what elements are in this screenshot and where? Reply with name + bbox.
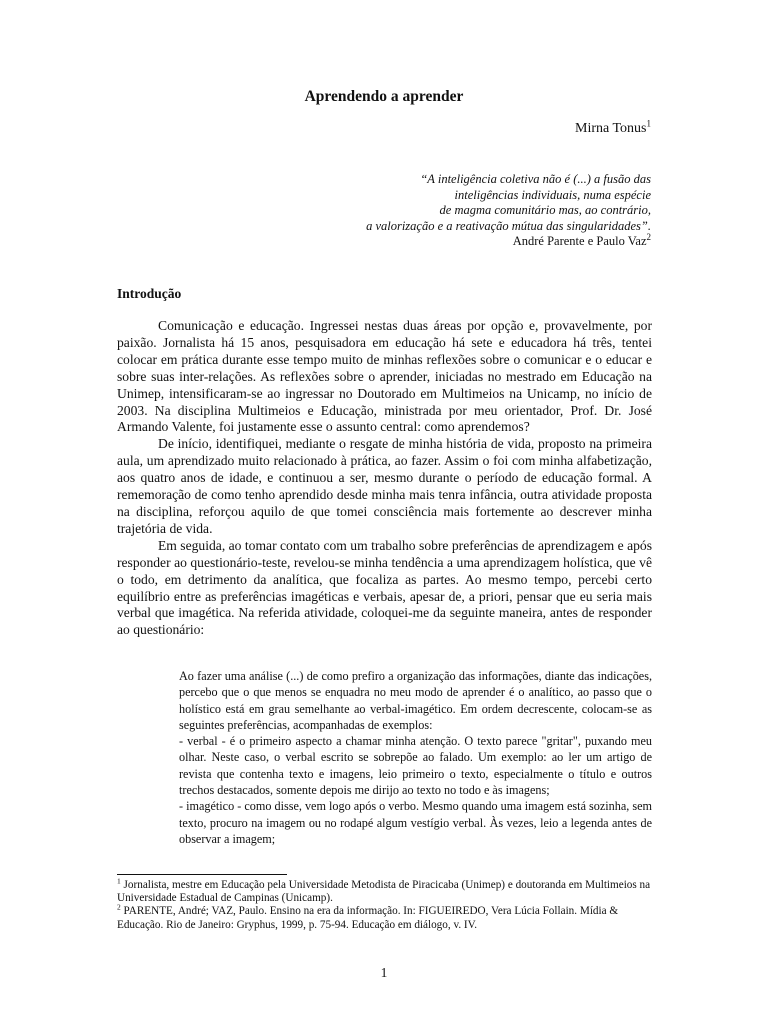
section-heading: Introdução — [117, 286, 182, 301]
paragraph: Em seguida, ao tomar contato com um trabalho sobre preferências de aprendizagem e após responder ao questionário-teste, revelou-se minha tendência a uma aprendizagem holística, que vê o todo, em detrimento da analítica, que focaliza as partes. Ao mesmo tempo, percebi certo equilíbrio entre as preferências imagéticas e verbais, apesar de, a priori, pensar que eu seria mais verbal que imagética. Na referida atividade, coloquei-me da seguinte maneira, antes de responder ao questionário: — [117, 537, 652, 638]
footnote-marker: 2 — [117, 902, 121, 912]
block-quote-paragraph: - imagético - como disse, vem logo após o verbo. Mesmo quando uma imagem está sozinha, sem texto, procuro na imagem ou no rodapé algum vestígio verbal. Às vezes, leio a legenda antes de observar a imagem; — [179, 799, 652, 846]
paragraph: Comunicação e educação. Ingressei nestas duas áreas por opção e, provavelmente, por paixão. Jornalista há 15 anos, pesquisadora em educação há sete e educadora há três, tentei colocar em prática durante esse tempo muito de minhas reflexões sobre o comunicar e o educar e sobre suas inter-relações. As reflexões sobre o aprender, iniciadas no mestrado em Educação na Unimep, intensificaram-se ao ingressar no Doutorado em Multimeios na Unicamp, no início de 2003. Na disciplina Multimeios e Educação, ministrada por meu orientador, Prof. Dr. José Armando Valente, foi justamente esse o assunto central: como aprendemos? — [117, 318, 652, 435]
author-name: Mirna Tonus — [575, 121, 647, 136]
block-quote — [179, 668, 652, 847]
footnote — [117, 876, 652, 905]
footnote-text: PARENTE, André; VAZ, Paulo. Ensino na era da informação. In: FIGUEIREDO, Vera Lúcia Follain. Mídia & Educação. Rio de Janeiro: Gryphus, 1999, p. 75-94. Educação em diálogo, v. IV. — [117, 905, 619, 931]
epigraph — [291, 172, 651, 250]
epigraph-source-name: André Parente e Paulo Vaz — [512, 234, 647, 248]
paragraph: De início, identifiquei, mediante o resgate de minha história de vida, proposto na primeira aula, um aprendizado muito relacionado à prática, ao fazer. Assim o foi com minha alfabetização, aos quatro anos de idade, e continuou a ser, mesmo durante o período de educação formal. A rememoração de como tenho aprendido desde minha mais tenra infância, outra atividade proposta na disciplina, reforçou aquilo de que tomei consciência mais fortemente ao descrever minha trajetória de vida. — [117, 436, 652, 536]
footnote-text: Jornalista, mestre em Educação pela Universidade Metodista de Piracicaba (Unimep) e doutoranda em Multimeios na Universidade Estadual de Campinas (Unicamp). — [117, 879, 651, 905]
epigraph-line: de magma comunitário mas, ao contrário, — [439, 203, 651, 217]
page-number: 1 — [380, 965, 388, 980]
document-title: Aprendendo a aprender — [304, 88, 464, 105]
epigraph-footnote-ref[interactable]: 2 — [646, 231, 651, 242]
block-quote-paragraph: Ao fazer uma análise (...) de como prefiro a organização das informações, diante das indicações, percebo que o que menos se enquadra no meu modo de aprender é o analítico, ao passo que o holístico está em grau semelhante ao verbal-imagético. Em ordem decrescente, colocam-se as seguintes preferências, acompanhadas de exemplos: — [179, 669, 652, 732]
block-quote-paragraph: - verbal - é o primeiro aspecto a chamar minha atenção. O texto parece "gritar", puxando meu olhar. Neste caso, o verbal escrito se sobrepõe ao falado. Um exemplo: ao ler um artigo de revista que contenha texto e imagens, leio primeiro o texto, especialmente o título e outros trechos destacados, somente depois me dirijo ao texto no todo e às imagens; — [179, 734, 652, 798]
author-footnote-ref[interactable]: 1 — [646, 118, 651, 129]
footnote — [117, 902, 652, 931]
author-line — [575, 118, 651, 137]
epigraph-source — [291, 231, 651, 250]
epigraph-line: a valorização e a reativação mútua das singularidades”. — [366, 218, 651, 233]
epigraph-line: “A inteligência coletiva não é (...) a fusão das — [420, 172, 651, 186]
footnote-divider — [117, 874, 287, 875]
footnote-marker: 1 — [117, 876, 121, 886]
epigraph-line: inteligências individuais, numa espécie — [454, 187, 651, 202]
body-text — [117, 318, 652, 639]
footnotes — [117, 876, 652, 932]
